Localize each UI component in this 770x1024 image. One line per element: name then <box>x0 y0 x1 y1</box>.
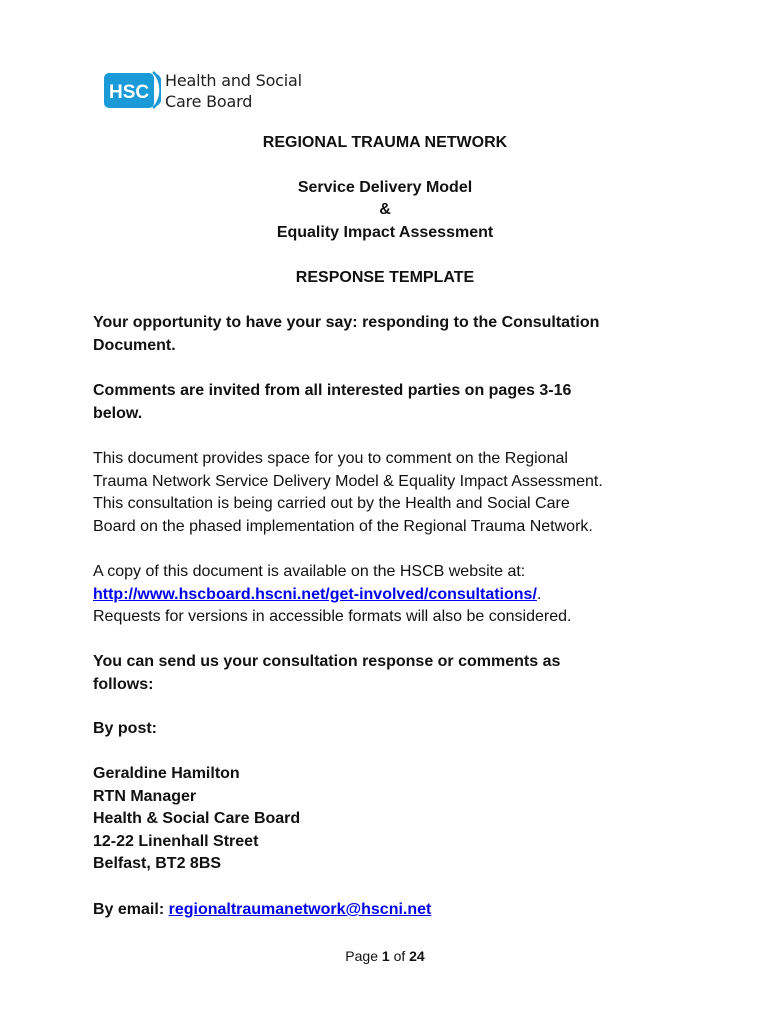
logo-badge-text: HSC <box>109 82 150 103</box>
comments-line-2: below. <box>93 404 143 422</box>
logo-line-1: Health and Social <box>165 71 302 90</box>
description-line-2: Trauma Network Service Delivery Model & Equality Impact Assessment. <box>93 472 603 490</box>
document-subtitle-amp: & <box>379 201 391 218</box>
send-paragraph <box>93 651 693 696</box>
hsc-logo <box>103 70 313 112</box>
description-line-1: This document provides space for you to comment on the Regional <box>93 450 568 467</box>
page-footer <box>0 947 770 965</box>
footer-page-label: Page <box>345 948 378 964</box>
document-subtitle-2: Equality Impact Assessment <box>276 224 494 241</box>
send-line-1: You can send us your consultation response or comments as <box>93 653 561 670</box>
hsc-badge-icon <box>103 70 161 110</box>
address-org: Health & Social Care Board <box>93 810 301 827</box>
logo-line-2: Care Board <box>165 92 253 111</box>
footer-of-label: of <box>393 948 406 964</box>
by-post-label: By post: <box>93 720 157 737</box>
address-city: Belfast, BT2 8BS <box>93 855 222 872</box>
intro-line-2: Document. <box>93 336 176 354</box>
description-line-3: This consultation is being carried out by the Health and Social Care <box>93 495 570 512</box>
document-title: REGIONAL TRAUMA NETWORK <box>262 134 508 151</box>
intro-line-1: Your opportunity to have your say: responding to the Consultation <box>93 314 600 331</box>
logo-text <box>165 70 302 112</box>
address-street: 12-22 Linenhall Street <box>93 832 259 850</box>
copy-url-suffix: . <box>536 585 542 603</box>
copy-line-3: Requests for versions in accessible formats will also be considered. <box>93 608 572 625</box>
postal-address <box>93 763 693 876</box>
email-link[interactable]: regionaltraumanetwork@hscni.net <box>168 901 432 918</box>
comments-paragraph <box>93 380 693 425</box>
copy-line-2 <box>93 584 693 607</box>
address-role: RTN Manager <box>93 787 197 805</box>
address-name: Geraldine Hamilton <box>93 765 240 782</box>
by-email-line <box>93 899 693 922</box>
description-paragraph <box>93 448 693 538</box>
footer-page-current: 1 <box>381 948 390 964</box>
description-line-4: Board on the phased implementation of the Regional Trauma Network. <box>93 517 593 535</box>
response-template-heading: RESPONSE TEMPLATE <box>295 269 475 286</box>
copy-paragraph <box>93 561 693 629</box>
copy-line-1: A copy of this document is available on the HSCB website at: <box>93 563 526 580</box>
comments-line-1: Comments are invited from all interested parties on pages 3-16 <box>93 382 572 399</box>
send-line-2: follows: <box>93 675 154 693</box>
hscb-website-link[interactable]: http://www.hscboard.hscni.net/get-involved/consultations/ <box>93 585 537 603</box>
document-subtitle-1: Service Delivery Model <box>297 179 473 196</box>
by-email-label: By email: <box>93 901 165 918</box>
intro-paragraph <box>93 312 693 357</box>
footer-page-total: 24 <box>409 948 425 964</box>
